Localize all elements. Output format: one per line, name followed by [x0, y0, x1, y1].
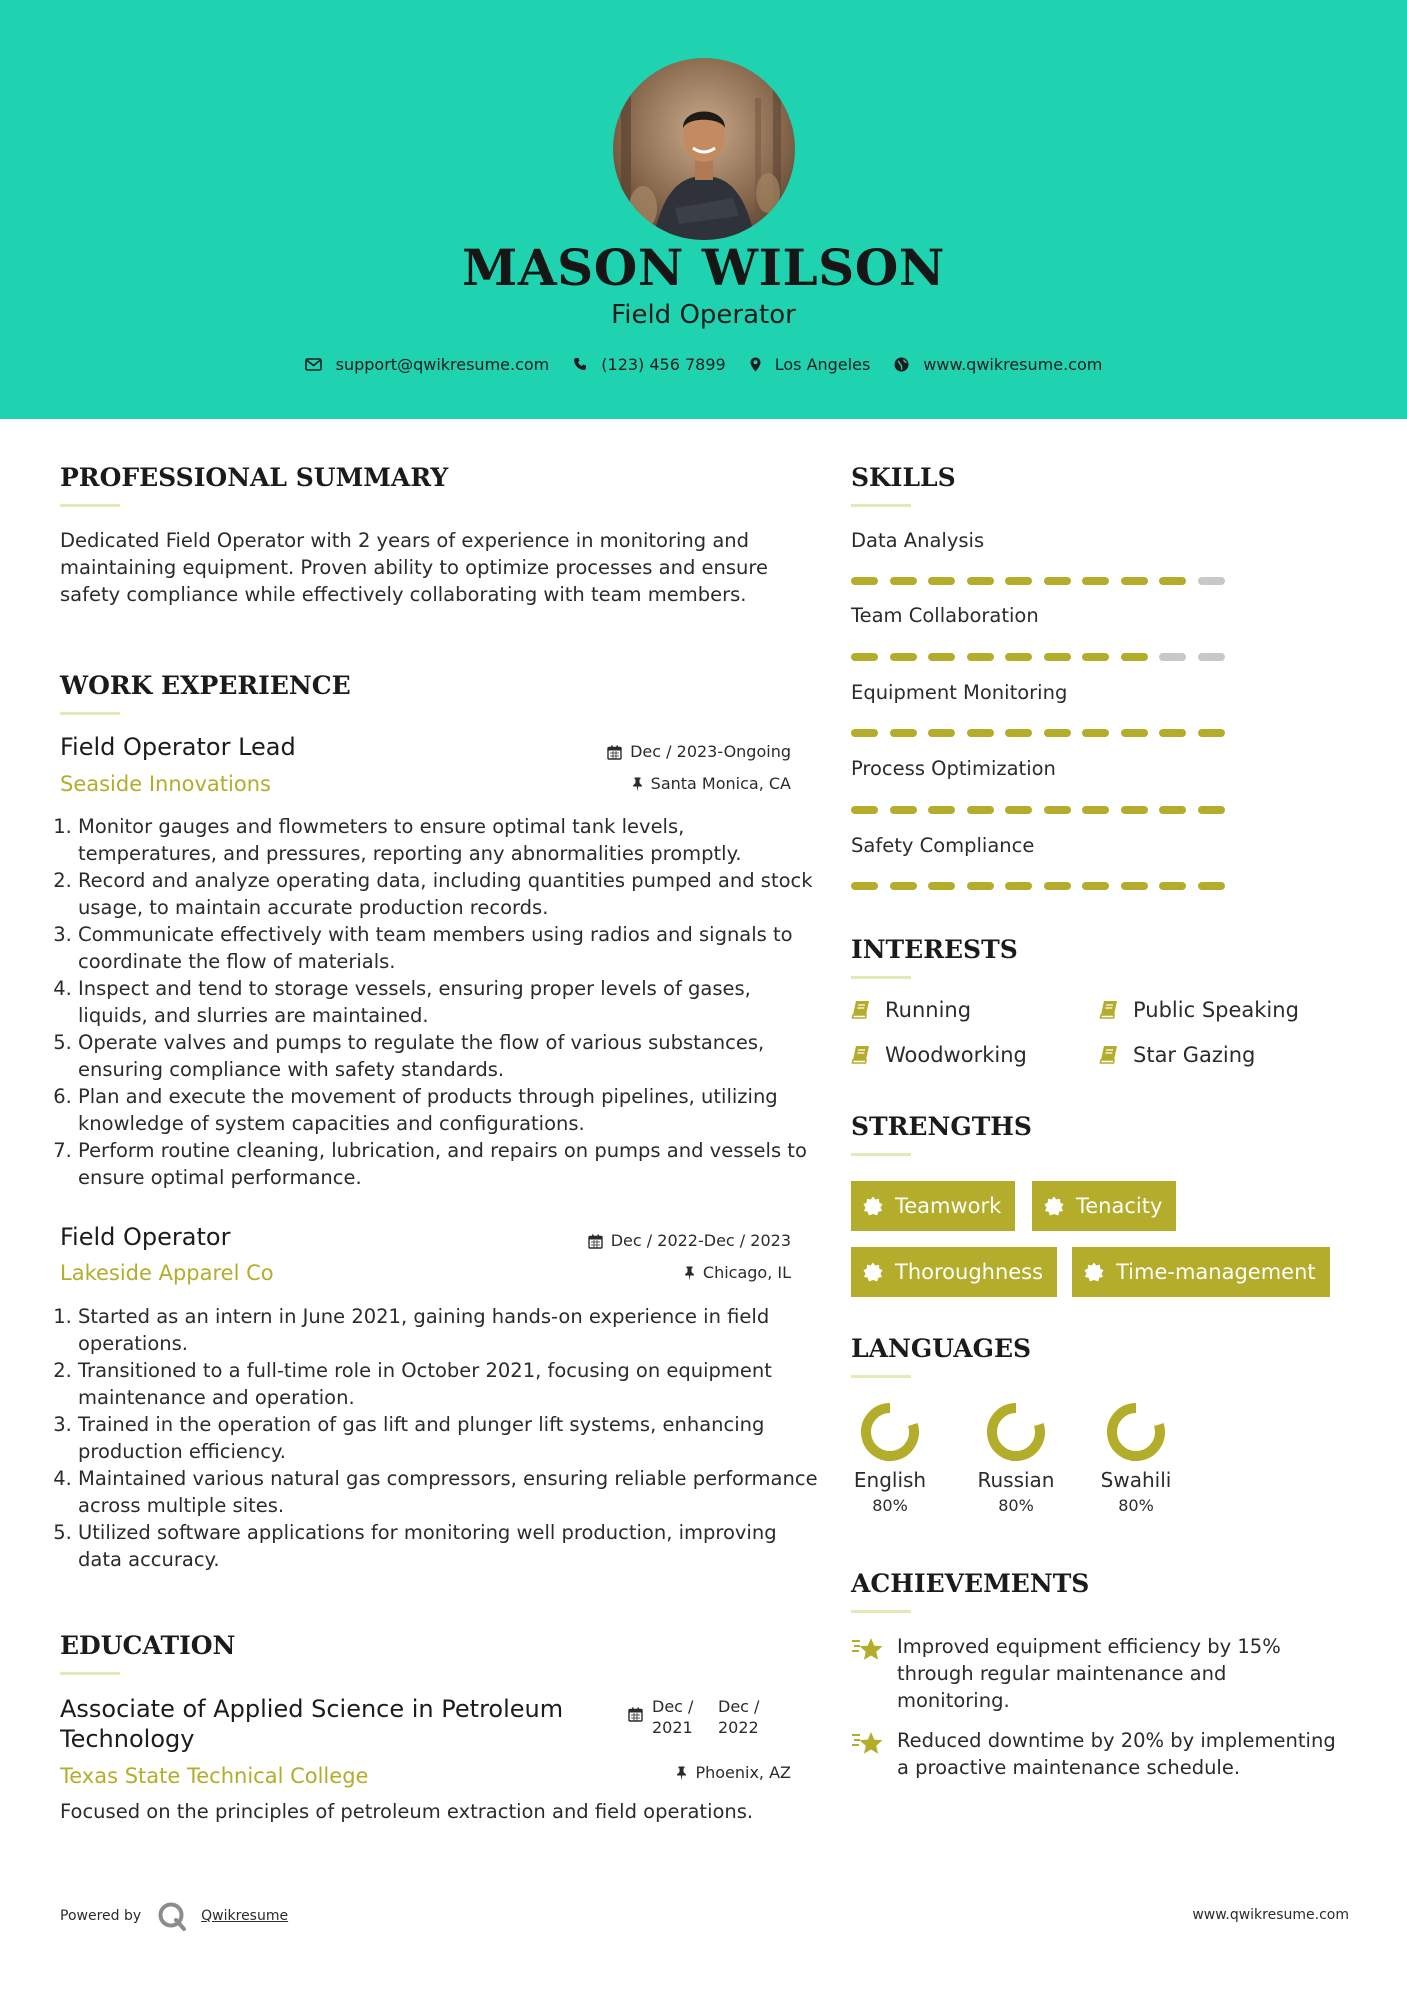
language-item [835, 1401, 945, 1517]
experience-rule [60, 712, 120, 715]
star-icon [851, 1637, 883, 1663]
job-location [500, 773, 791, 795]
strength-chip [851, 1247, 1057, 1297]
achievement-item [851, 1633, 1337, 1714]
job-location [500, 1262, 791, 1284]
achievement-item [851, 1727, 1337, 1781]
star-icon [851, 1731, 883, 1757]
interest-label: Star Gazing [1133, 1043, 1256, 1067]
job-location-text: Santa Monica, CA [650, 774, 791, 793]
skill-segment-filled [890, 653, 917, 661]
education-end-year: 2022 [718, 1718, 759, 1737]
skill-segment-filled [1044, 882, 1071, 890]
skill-segment-filled [1082, 653, 1109, 661]
resume-header [0, 0, 1407, 419]
job-duties [60, 1303, 818, 1573]
skill-label: Equipment Monitoring [851, 681, 1068, 704]
website-text: www.qwikresume.com [923, 354, 1103, 374]
candidate-role: Field Operator [611, 300, 796, 330]
skill-label: Safety Compliance [851, 834, 1035, 857]
language-item [961, 1401, 1071, 1517]
language-percent: 80% [998, 1496, 1034, 1515]
list-item: 7. Perform routine cleaning, lubrication, and repairs on pumps and vessels to ensure optimal performance. [78, 1137, 818, 1191]
skill-label: Team Collaboration [851, 604, 1039, 627]
skill-segment-filled [851, 577, 878, 585]
skill-segment-filled [1198, 729, 1225, 737]
skill-segment-filled [1005, 882, 1032, 890]
skill-segment-filled [1121, 882, 1148, 890]
summary-heading: PROFESSIONAL SUMMARY [60, 463, 449, 492]
skill-segment-filled [967, 882, 994, 890]
skill-segment-filled [1044, 729, 1071, 737]
skill-segment-filled [1082, 882, 1109, 890]
skill-segment-filled [890, 806, 917, 814]
interest-label: Woodworking [885, 1043, 1027, 1067]
skill-segment-filled [1005, 729, 1032, 737]
skill-segment-filled [851, 729, 878, 737]
education-start-year: 2021 [652, 1718, 693, 1737]
list-item: 6. Plan and execute the movement of products through pipelines, utilizing knowledge of system capacities and configurations. [78, 1083, 818, 1137]
qwikresume-logo-icon [157, 1901, 187, 1931]
book-icon [1099, 1000, 1119, 1020]
location-text: Los Angeles [774, 354, 871, 374]
skill-segment-filled [1198, 882, 1225, 890]
skill-segment-filled [1159, 577, 1186, 585]
achievements-rule [851, 1610, 911, 1613]
summary-rule [60, 504, 120, 507]
education-heading: EDUCATION [60, 1631, 236, 1660]
skill-segment-filled [1082, 577, 1109, 585]
skill-bar [851, 653, 1225, 661]
skill-segment-filled [851, 653, 878, 661]
experience-heading: WORK EXPERIENCE [60, 671, 351, 700]
school-name: Texas State Technical College [60, 1764, 369, 1788]
skill-segment-filled [890, 577, 917, 585]
language-percent: 80% [872, 1496, 908, 1515]
language-ring [1105, 1401, 1167, 1463]
phone-text: (123) 456 7899 [601, 354, 726, 374]
calendar-icon [628, 1707, 643, 1722]
skill-segment-filled [1121, 577, 1148, 585]
skill-segment-filled [1044, 806, 1071, 814]
badge-icon [1044, 1196, 1064, 1216]
education-location [500, 1762, 791, 1784]
skill-segment-filled [967, 653, 994, 661]
interest-item [1099, 1041, 1255, 1069]
skill-segment-filled [1198, 806, 1225, 814]
education-start-month: Dec / [652, 1697, 694, 1716]
list-item: 4. Maintained various natural gas compressors, ensuring reliable performance across multiple sites. [78, 1465, 818, 1519]
job-dates-text: Dec / 2022-Dec / 2023 [610, 1231, 791, 1250]
pushpin-icon [676, 1766, 687, 1781]
email-text: support@qwikresume.com [335, 354, 550, 374]
list-item: 1. Started as an intern in June 2021, gaining hands-on experience in field operations. [78, 1303, 818, 1357]
language-ring [985, 1401, 1047, 1463]
list-item: 3. Communicate effectively with team members using radios and signals to coordinate the flow of materials. [78, 921, 818, 975]
language-ring-arc [992, 1408, 1040, 1456]
education-description: Focused on the principles of petroleum extraction and field operations. [60, 1800, 754, 1823]
education-end-month: Dec / [718, 1697, 760, 1716]
skill-segment-filled [890, 882, 917, 890]
pushpin-icon [684, 1266, 695, 1281]
strengths-rule [851, 1153, 911, 1156]
degree-line-2: Technology [60, 1725, 195, 1753]
contact-website[interactable] [894, 355, 1102, 374]
language-ring-arc [1112, 1408, 1160, 1456]
list-item: 2. Transitioned to a full-time role in October 2021, focusing on equipment maintenance and operation. [78, 1357, 818, 1411]
skill-segment-filled [1121, 653, 1148, 661]
skill-bar [851, 577, 1225, 585]
calendar-icon [607, 745, 622, 760]
interest-label: Running [885, 998, 972, 1022]
skill-segment-filled [1082, 729, 1109, 737]
skill-segment-filled [1044, 577, 1071, 585]
footer-website[interactable]: www.qwikresume.com [1192, 1907, 1349, 1923]
job-dates [500, 741, 791, 763]
map-pin-icon [750, 357, 761, 372]
strength-label: Tenacity [1076, 1194, 1163, 1218]
job-title: Field Operator Lead [60, 733, 296, 761]
interests-heading: INTERESTS [851, 935, 1018, 964]
language-name: Swahili [1100, 1468, 1172, 1492]
skill-segment-empty [1198, 653, 1225, 661]
skill-segment-empty [1159, 653, 1186, 661]
skill-segment-filled [967, 577, 994, 585]
book-icon [851, 1000, 871, 1020]
interest-label: Public Speaking [1133, 998, 1299, 1022]
list-item: 5. Operate valves and pumps to regulate the flow of various substances, ensuring compliance with safety standards. [78, 1029, 818, 1083]
strength-label: Time-management [1116, 1260, 1316, 1284]
phone-icon [573, 357, 587, 371]
list-item: 2. Record and analyze operating data, including quantities pumped and stock usage, to maintain accurate production records. [78, 867, 818, 921]
book-icon [851, 1045, 871, 1065]
interest-item [851, 996, 971, 1024]
skill-label: Process Optimization [851, 757, 1056, 780]
skill-segment-filled [1082, 806, 1109, 814]
skill-segment-filled [1121, 729, 1148, 737]
skill-segment-filled [851, 882, 878, 890]
interest-item [1099, 996, 1299, 1024]
education-rule [60, 1672, 120, 1675]
skills-rule [851, 504, 911, 507]
skill-segment-filled [1159, 806, 1186, 814]
skill-segment-filled [928, 653, 955, 661]
strength-chip [851, 1181, 1015, 1231]
language-ring-arc [866, 1408, 914, 1456]
skill-segment-filled [928, 806, 955, 814]
pushpin-icon [632, 777, 643, 792]
job-dates-text: Dec / 2023-Ongoing [630, 742, 791, 761]
language-name: English [853, 1468, 927, 1492]
badge-icon [1084, 1262, 1104, 1282]
skill-segment-filled [928, 729, 955, 737]
list-item: 4. Inspect and tend to storage vessels, ensuring proper levels of gases, liquids, and slurries are maintained. [78, 975, 818, 1029]
job-title: Field Operator [60, 1223, 231, 1251]
job-duties [60, 813, 818, 1191]
qwikresume-link[interactable]: Qwikresume [201, 1908, 289, 1924]
skill-segment-filled [1159, 729, 1186, 737]
contact-phone[interactable] [573, 355, 725, 374]
badge-icon [863, 1196, 883, 1216]
powered-by-text: Powered by [60, 1908, 142, 1924]
calendar-icon [588, 1234, 603, 1249]
achievement-text: Improved equipment efficiency by 15% through regular maintenance and monitoring. [897, 1635, 1281, 1712]
list-item: 1. Monitor gauges and flowmeters to ensure optimal tank levels, temperatures, and pressures, reporting any abnormalities promptly. [78, 813, 818, 867]
skill-segment-filled [1121, 806, 1148, 814]
globe-icon [894, 357, 909, 372]
degree-line-1: Associate of Applied Science in Petroleum [60, 1695, 564, 1723]
language-name: Russian [977, 1468, 1055, 1492]
avatar [613, 58, 795, 240]
strength-chip [1032, 1181, 1176, 1231]
strength-label: Teamwork [895, 1194, 1002, 1218]
languages-rule [851, 1375, 911, 1378]
interest-item [851, 1041, 1027, 1069]
skill-segment-filled [967, 806, 994, 814]
achievement-text: Reduced downtime by 20% by implementing a proactive maintenance schedule. [897, 1729, 1336, 1779]
strength-label: Thoroughness [895, 1260, 1044, 1284]
skill-segment-filled [1005, 577, 1032, 585]
contact-location [750, 355, 871, 374]
languages-heading: LANGUAGES [851, 1334, 1032, 1363]
book-icon [1099, 1045, 1119, 1065]
footer-powered-by [60, 1896, 288, 1936]
skill-segment-filled [851, 806, 878, 814]
skill-segment-filled [928, 577, 955, 585]
list-item: 5. Utilized software applications for monitoring well production, improving data accuracy. [78, 1519, 818, 1573]
job-location-text: Chicago, IL [702, 1263, 791, 1282]
list-item: 3. Trained in the operation of gas lift and plunger lift systems, enhancing production efficiency. [78, 1411, 818, 1465]
job-dates [500, 1230, 791, 1252]
skill-segment-empty [1198, 577, 1225, 585]
skill-segment-filled [1005, 806, 1032, 814]
degree-title [60, 1694, 563, 1754]
badge-icon [863, 1262, 883, 1282]
strengths-heading: STRENGTHS [851, 1112, 1032, 1141]
skill-segment-filled [1044, 653, 1071, 661]
candidate-name: MASON WILSON [462, 238, 945, 297]
skill-segment-filled [1005, 653, 1032, 661]
language-percent: 80% [1118, 1496, 1154, 1515]
skill-segment-filled [1159, 882, 1186, 890]
skill-bar [851, 806, 1225, 814]
skills-heading: SKILLS [851, 463, 956, 492]
summary-text: Dedicated Field Operator with 2 years of experience in monitoring and maintaining equipment. Proven ability to optimize processes and ensure safety compliance while effectively collaborating with team members. [60, 529, 768, 606]
envelope-icon [305, 358, 322, 371]
company-name: Lakeside Apparel Co [60, 1261, 274, 1285]
skill-label: Data Analysis [851, 529, 985, 552]
skill-bar [851, 882, 1225, 890]
skill-segment-filled [967, 729, 994, 737]
language-item [1081, 1401, 1191, 1517]
skill-segment-filled [890, 729, 917, 737]
contact-bar [0, 352, 1407, 376]
interests-rule [851, 976, 911, 979]
company-name: Seaside Innovations [60, 772, 271, 796]
strength-chip [1072, 1247, 1330, 1297]
education-location-text: Phoenix, AZ [695, 1763, 791, 1782]
language-ring [859, 1401, 921, 1463]
skill-segment-filled [928, 882, 955, 890]
achievements-heading: ACHIEVEMENTS [851, 1569, 1090, 1598]
contact-email[interactable] [305, 355, 550, 374]
skill-bar [851, 729, 1225, 737]
